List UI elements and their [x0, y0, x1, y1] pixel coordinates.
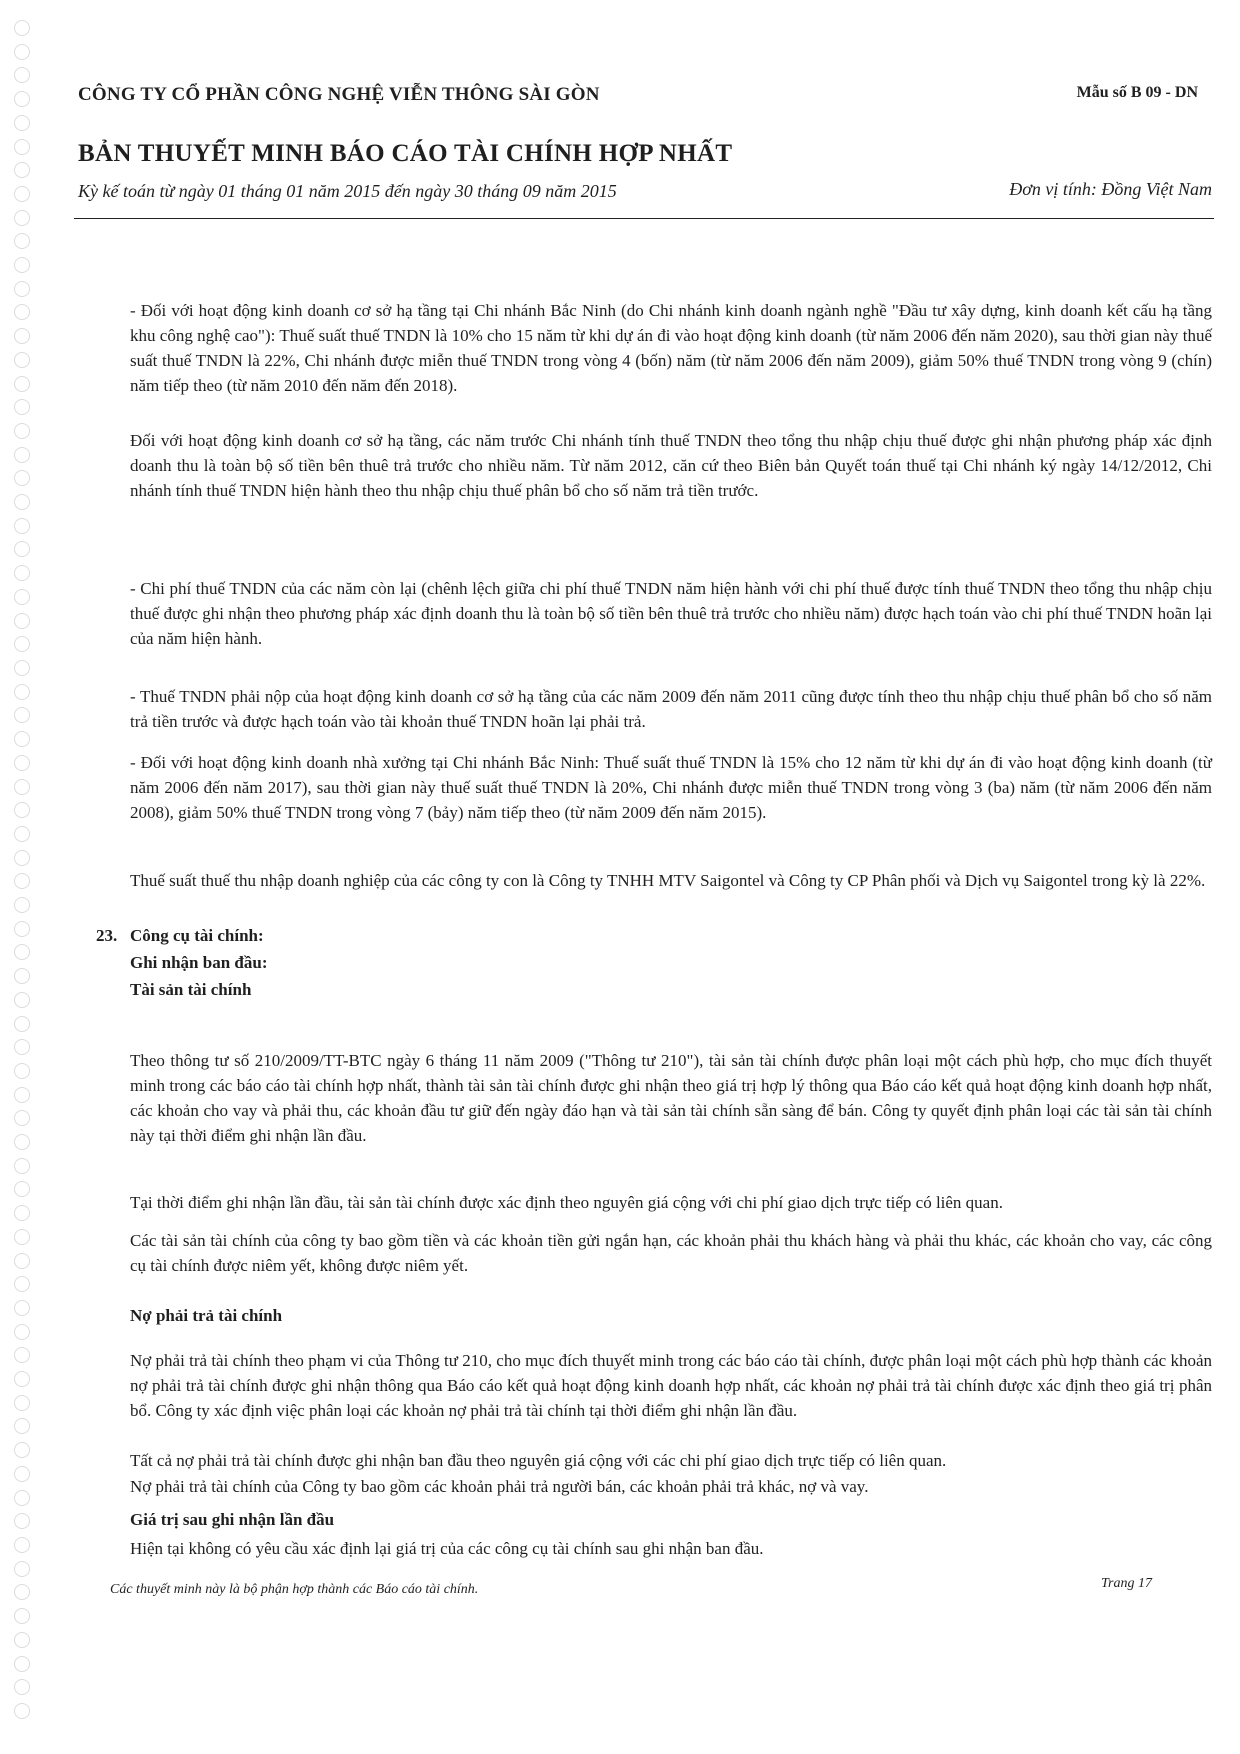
paragraph-subsequent-measurement: Hiện tại không có yêu cầu xác định lại giá trị của các công cụ tài chính sau ghi nhận ban đầu. — [130, 1539, 764, 1558]
company-name: CÔNG TY CỔ PHẦN CÔNG NGHỆ VIỄN THÔNG SÀI GÒN — [78, 84, 600, 105]
paragraph-deferred-tax-expense: - Chi phí thuế TNDN của các năm còn lại (chênh lệch giữa chi phí thuế TNDN năm hiện hành với chi phí thuế được tính thuế TNDN theo tổng thu nhập chịu thuế được ghi nhận theo phương pháp xác định doanh thu là toàn bộ số tiền bên thuê trả trước cho nhiều năm) được hạch toán vào chi phí thuế TNDN hoãn lại của năm hiện hành. — [130, 579, 1212, 648]
paragraph-liabilities-initial: Tất cả nợ phải trả tài chính được ghi nhận ban đầu theo nguyên giá cộng với các chi phí giao dịch trực tiếp có liên quan. — [130, 1451, 947, 1470]
paragraph-circular-210: Theo thông tư số 210/2009/TT-BTC ngày 6 tháng 11 năm 2009 ("Thông tư 210"), tài sản tài chính được phân loại một cách phù hợp, cho mục đích thuyết minh trong các báo cáo tài chính hợp nhất, thành tài sản tài chính được ghi nhận theo giá trị hợp lý thông qua Báo cáo kết quả hoạt động kinh doanh hợp nhất, các khoản cho vay và phải thu, các khoản đầu tư giữ đến ngày đáo hạn và tài sản tài chính sẵn sàng để bán. Công ty quyết định phân loại các tài sản tài chính này tại thời điểm ghi nhận lần đầu. — [130, 1051, 1212, 1145]
accounting-period: Kỳ kế toán từ ngày 01 tháng 01 năm 2015 đến ngày 30 tháng 09 năm 2015 — [78, 181, 617, 201]
page-number: Trang 17 — [1101, 1576, 1152, 1591]
section-number: 23. — [96, 926, 118, 945]
footer-note: Các thuyết minh này là bộ phận hợp thành các Báo cáo tài chính. — [110, 1582, 479, 1597]
header-divider — [74, 218, 1214, 219]
paragraph-infrastructure-tax: Đối với hoạt động kinh doanh cơ sở hạ tầng, các năm trước Chi nhánh tính thuế TNDN theo tổng thu nhập chịu thuế được ghi nhận phương pháp xác định doanh thu là toàn bộ số tiền bên thuê trả trước cho nhiều năm. Từ năm 2012, căn cứ theo Biên bản Quyết toán thuế tại Chi nhánh ký ngày 14/12/2012, Chi nhánh tính thuế TNDN hiện hành theo thu nhập chịu thuế phân bổ cho số năm trả tiền trước. — [130, 431, 1212, 500]
paragraph-initial-measurement: Tại thời điểm ghi nhận lần đầu, tài sản tài chính được xác định theo nguyên giá cộng với chi phí giao dịch trực tiếp có liên quan. — [130, 1193, 1003, 1212]
binding-holes — [14, 20, 36, 1720]
subheading-financial-liabilities: Nợ phải trả tài chính — [130, 1306, 283, 1325]
paragraph-liabilities-classification: Nợ phải trả tài chính theo phạm vi của Thông tư 210, cho mục đích thuyết minh trong các báo cáo tài chính, được phân loại một cách phù hợp thành các khoản nợ phải trả tài chính được ghi nhận thông qua Báo cáo kết quả hoạt động kinh doanh hợp nhất, các khoản nợ phải trả tài chính được xác định theo giá trị phân bổ. Công ty xác định việc phân loại các khoản nợ phải trả tài chính tại thời điểm ghi nhận lần đầu. — [130, 1351, 1212, 1420]
paragraph-assets-list: Các tài sản tài chính của công ty bao gồm tiền và các khoản tiền gửi ngắn hạn, các khoản phải thu khách hàng và phải thu khác, các khoản cho vay, các công cụ tài chính được niêm yết, không được niêm yết. — [130, 1231, 1212, 1275]
form-number: Mẫu số B 09 - DN — [1076, 84, 1198, 101]
paragraph-subsidiary-tax: Thuế suất thuế thu nhập doanh nghiệp của các công ty con là Công ty TNHH MTV Saigontel và Công ty CP Phân phối và Dịch vụ Saigontel trong kỳ là 22%. — [130, 871, 1206, 890]
paragraph-tax-payable: - Thuế TNDN phải nộp của hoạt động kinh doanh cơ sở hạ tầng của các năm 2009 đến năm 2011 cũng được tính theo thu nhập chịu thuế phân bổ cho số năm trả tiền trước và được hạch toán vào tài khoản thuế TNDN hoãn lại phải trả. — [130, 687, 1212, 731]
section-title: Công cụ tài chính: — [130, 926, 264, 945]
subheading-subsequent-measurement: Giá trị sau ghi nhận lần đầu — [130, 1510, 335, 1529]
paragraph-liabilities-list: Nợ phải trả tài chính của Công ty bao gồm các khoản phải trả người bán, các khoản phải trả khác, nợ và vay. — [130, 1477, 869, 1496]
document-title: BẢN THUYẾT MINH BÁO CÁO TÀI CHÍNH HỢP NHẤT — [78, 140, 733, 167]
subheading-initial-recognition: Ghi nhận ban đầu: — [130, 953, 268, 972]
currency-unit: Đơn vị tính: Đồng Việt Nam — [1009, 179, 1212, 199]
paragraph-factory-tax: - Đối với hoạt động kinh doanh nhà xưởng tại Chi nhánh Bắc Ninh: Thuế suất thuế TNDN là 15% cho 12 năm từ khi dự án đi vào hoạt động kinh doanh (từ năm 2006 đến năm 2017), sau thời gian này thuế suất thuế TNDN là 20%, Chi nhánh được miễn thuế TNDN trong vòng 3 (ba) năm (từ năm 2006 đến năm 2008), giảm 50% thuế TNDN trong vòng 7 (bảy) năm tiếp theo (từ năm 2009 đến năm 2015). — [130, 753, 1212, 822]
subheading-financial-assets: Tài sản tài chính — [130, 980, 252, 999]
paragraph-bac-ninh-infrastructure: - Đối với hoạt động kinh doanh cơ sở hạ tầng tại Chi nhánh Bắc Ninh (do Chi nhánh kinh doanh ngành nghề "Đầu tư xây dựng, kinh doanh kết cấu hạ tầng khu công nghệ cao"): Thuế suất thuế TNDN là 10% cho 15 năm từ khi dự án đi vào hoạt động kinh doanh (từ năm 2006 đến năm 2020), sau thời gian này thuế suất thuế TNDN là 22%, Chi nhánh được miễn thuế TNDN trong vòng 4 (bốn) năm (từ năm 2006 đến năm 2009), giảm 50% thuế TNDN trong vòng 9 (chín) năm tiếp theo (từ năm 2010 đến năm đến 2018). — [130, 301, 1212, 395]
